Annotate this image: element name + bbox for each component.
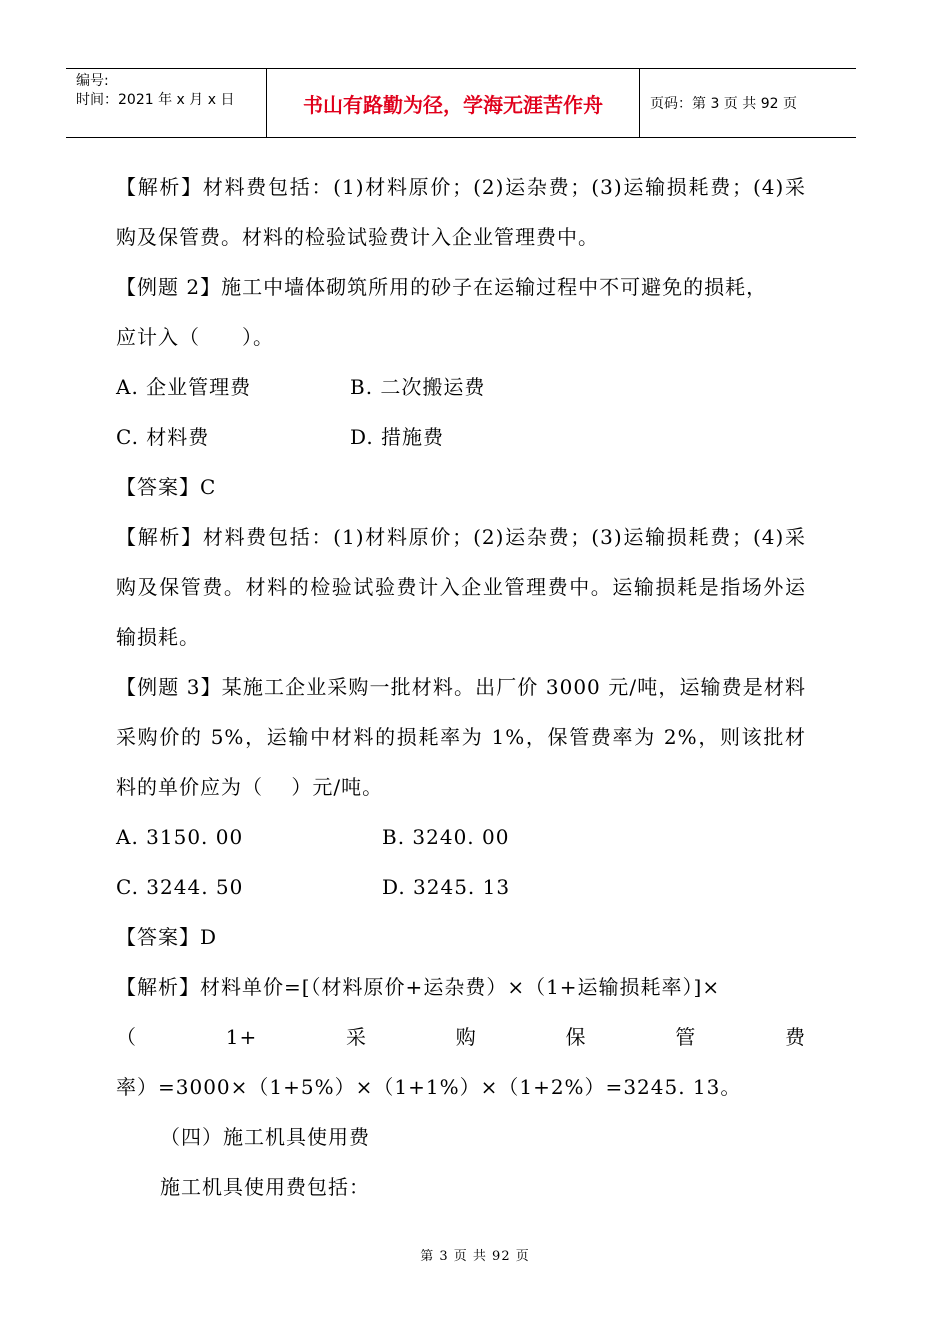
section-text: 施工机具使用费包括： [160, 1175, 370, 1199]
analysis-token: （ [116, 1025, 137, 1049]
question-2-answer: 【答案】C [116, 475, 217, 499]
analysis-token: 保 [565, 1025, 587, 1049]
question-3-analysis-line1: 【解析】材料单价=[（材料原价+运杂费）×（1+运输损耗率）]× [116, 975, 721, 999]
question-2-options-row2 [116, 412, 806, 462]
header-motto: 书山有路勤为径，学海无涯苦作舟 [267, 69, 640, 137]
paragraph-analysis-1: 【解析】材料费包括：(1)材料原价；(2)运杂费；(3)运输损耗费；(4)采购及保管费。材料的检验试验费计入企业管理费中。 [116, 175, 806, 249]
option-a: A. 3150. 00 [116, 825, 244, 849]
analysis-token: 购 [455, 1025, 477, 1049]
question-3-options-row2 [116, 862, 806, 912]
header-table [66, 68, 856, 138]
header-page-info: 页码：第 3 页 共 92 页 [650, 96, 797, 112]
option-b: B. 3240. 00 [382, 825, 510, 849]
question-3-analysis-line2 [116, 1012, 806, 1062]
option-d: D. 措施费 [350, 425, 445, 449]
number-label: 编号: [76, 73, 109, 89]
option-b: B. 二次搬运费 [350, 375, 486, 399]
question-2-analysis: 【解析】材料费包括：(1)材料原价；(2)运杂费；(3)运输损耗费；(4)采购及保管费。材料的检验试验费计入企业管理费中。运输损耗是指场外运输损耗。 [116, 525, 806, 649]
analysis-token: 1+ [225, 1025, 258, 1049]
option-a: A. 企业管理费 [116, 375, 252, 399]
question-3-options-row1 [116, 812, 806, 862]
section-title: （四）施工机具使用费 [160, 1125, 370, 1149]
question-2-options-row1 [116, 362, 806, 412]
time-label: 时间：2021 年 x 月 x 日 [76, 92, 235, 108]
question-2-line2: 应计入（ ）。 [116, 325, 274, 349]
option-d: D. 3245. 13 [382, 875, 511, 899]
analysis-token: 采 [345, 1025, 367, 1049]
option-c: C. 3244. 50 [116, 875, 244, 899]
page-footer: 第 3 页 共 92 页 [420, 1249, 530, 1264]
question-3-answer: 【答案】D [116, 925, 218, 949]
analysis-token: 费 [784, 1025, 806, 1049]
document-body [116, 162, 806, 1212]
question-3-analysis-line3: 率）=3000×（1+5%）×（1+1%）×（1+2%）=3245. 13。 [116, 1075, 742, 1099]
header-left-cell [66, 69, 267, 137]
question-3-text: 【例题 3】某施工企业采购一批材料。出厂价 3000 元/吨，运输费是材料采购价的 5%，运输中材料的损耗率为 1%，保管费率为 2%，则该批材料的单价应为（ ）元/吨。 [116, 675, 806, 799]
option-c: C. 材料费 [116, 425, 210, 449]
question-2-title: 【例题 2】施工中墙体砌筑所用的砂子在运输过程中不可避免的损耗， [116, 275, 768, 299]
analysis-token: 管 [675, 1025, 697, 1049]
